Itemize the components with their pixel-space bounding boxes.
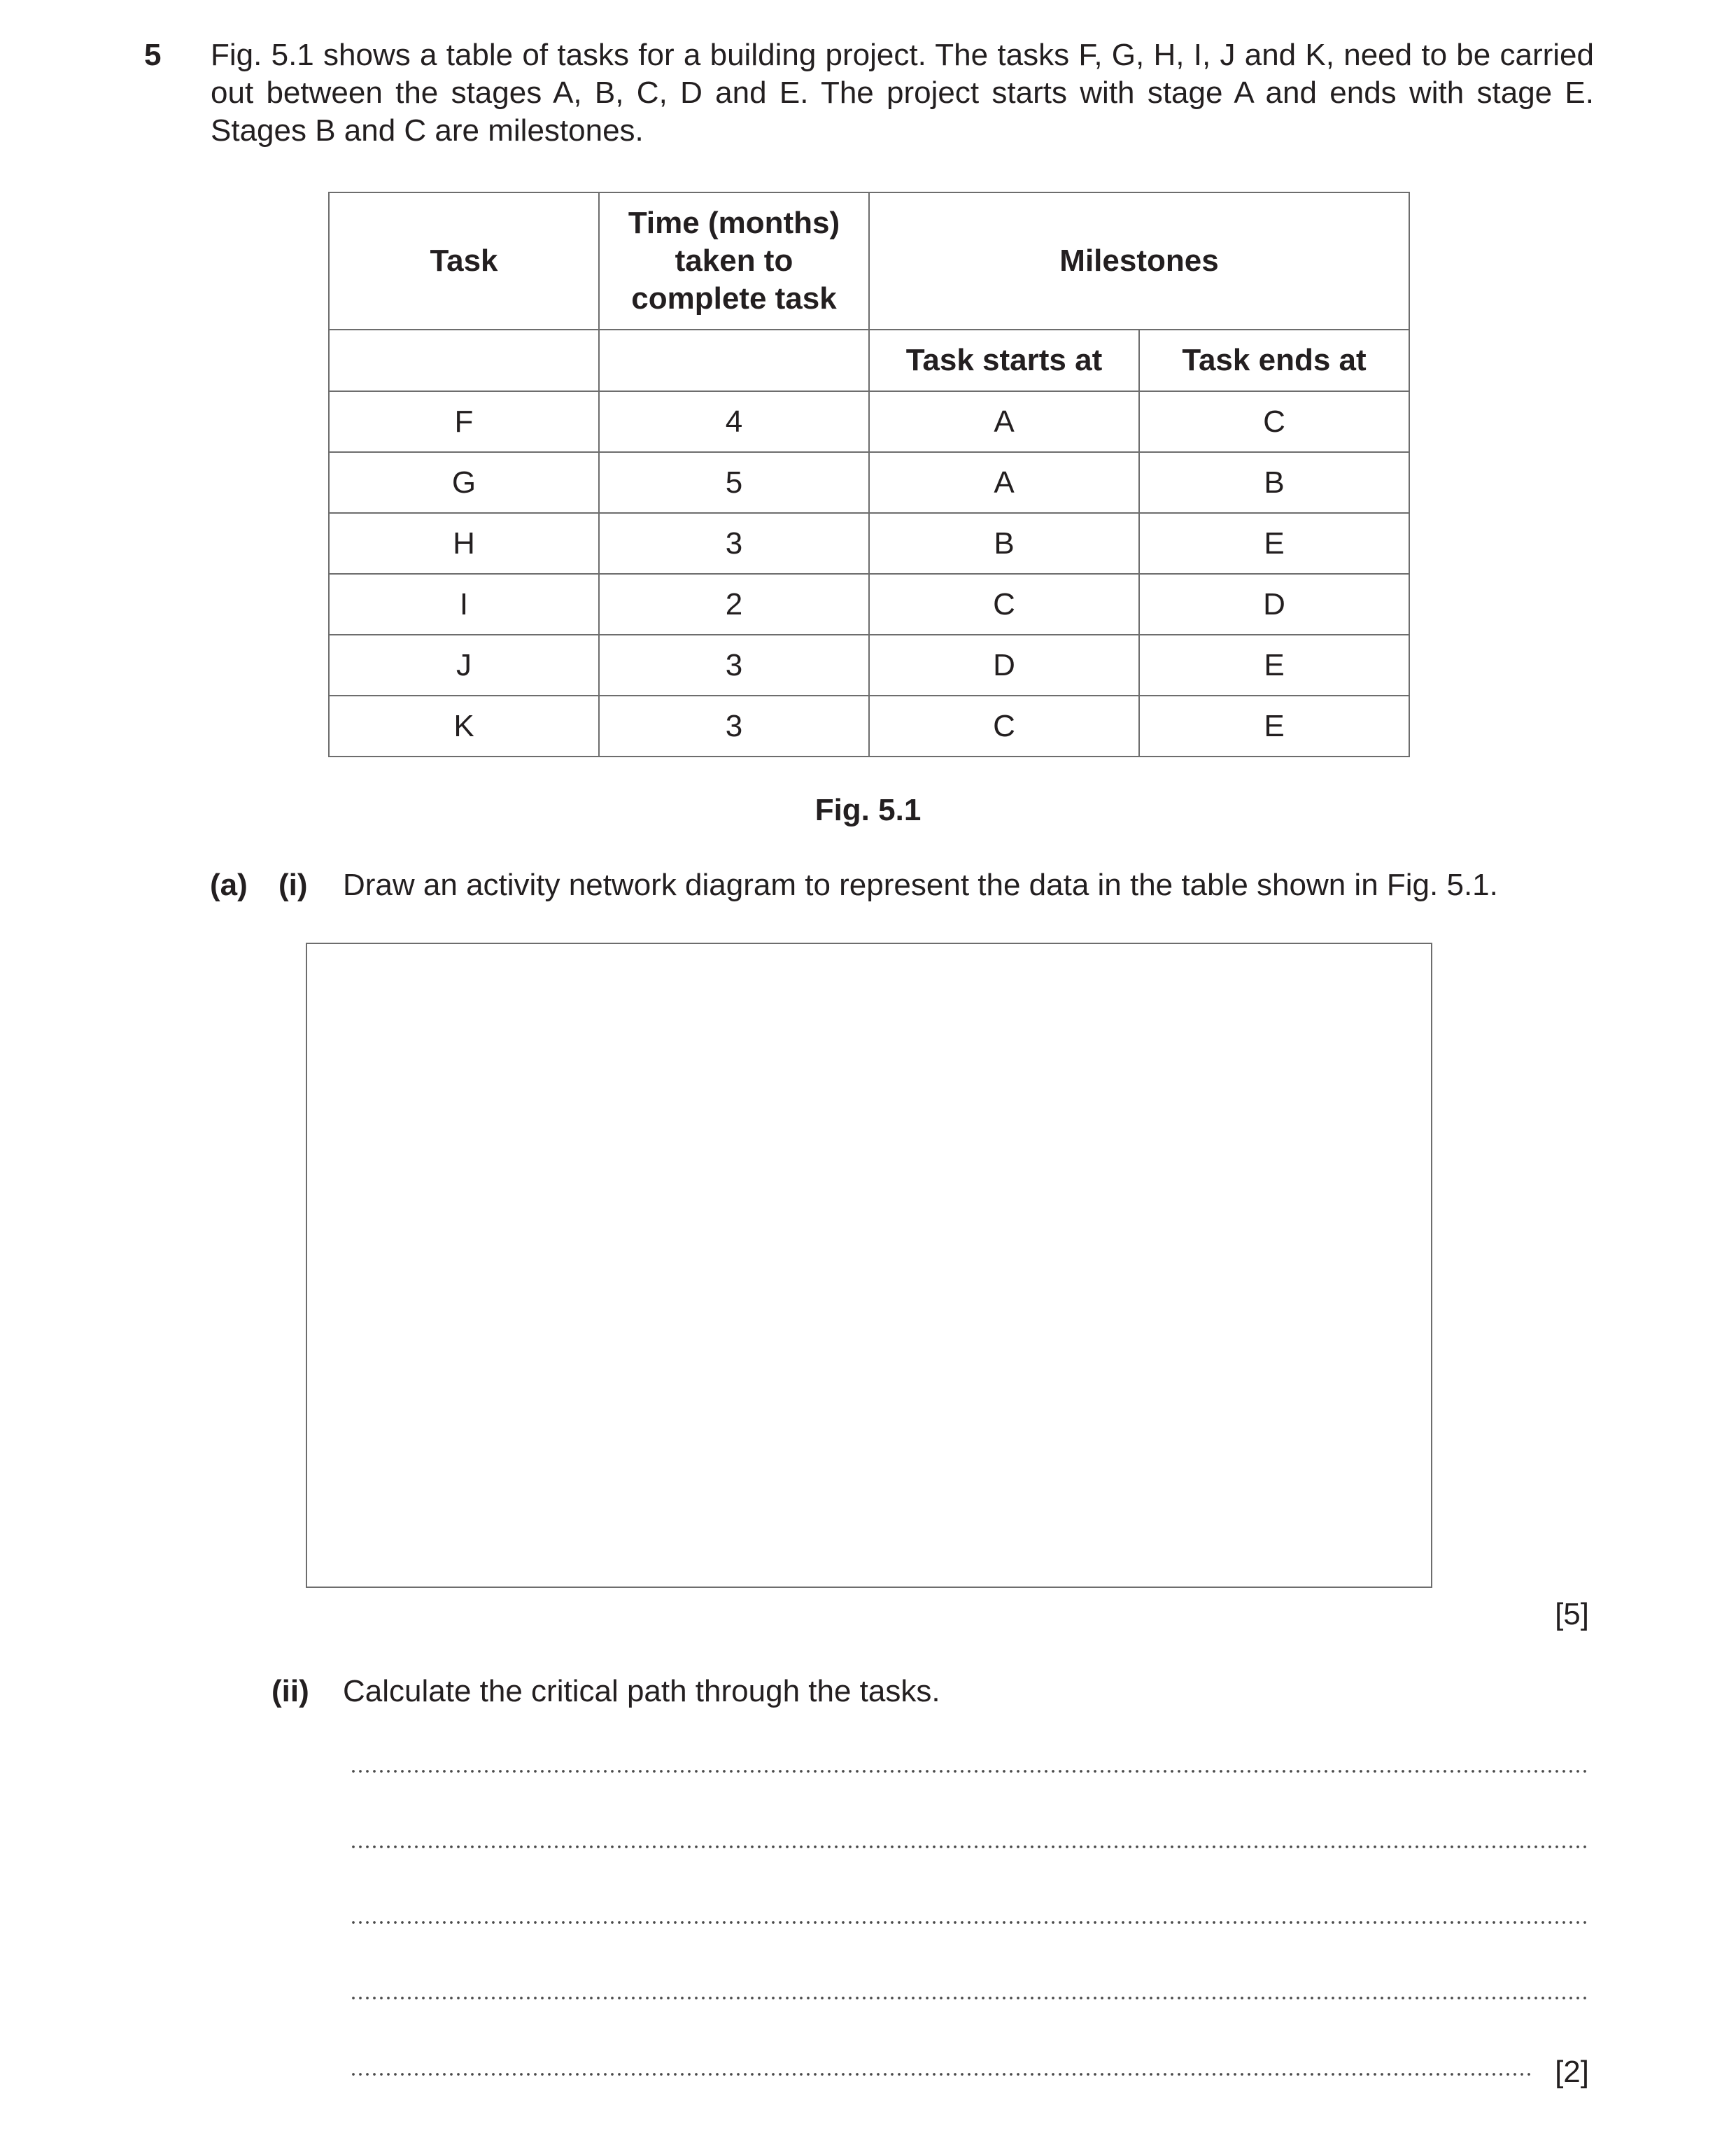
task-cell: F [329, 391, 599, 452]
subpart-label-ii: (ii) [271, 1674, 309, 1708]
header-task: Task [329, 192, 599, 330]
answer-line[interactable] [350, 2072, 1532, 2076]
start-cell: D [869, 635, 1139, 696]
start-cell: C [869, 696, 1139, 757]
task-cell: J [329, 635, 599, 696]
time-cell: 2 [599, 574, 869, 635]
task-cell: K [329, 696, 599, 757]
figure-caption: Fig. 5.1 [814, 793, 922, 827]
answer-line[interactable] [350, 1996, 1587, 2000]
answer-line[interactable] [350, 1920, 1587, 1925]
header-ends: Task ends at [1139, 330, 1409, 391]
end-cell: D [1139, 574, 1409, 635]
start-cell: A [869, 452, 1139, 513]
task-cell: H [329, 513, 599, 574]
marks-a-ii: [2] [1555, 2055, 1589, 2089]
time-cell: 3 [599, 696, 869, 757]
table-header-row [329, 192, 1409, 330]
time-cell: 3 [599, 513, 869, 574]
table-row [329, 391, 1409, 452]
subpart-label-i: (i) [278, 868, 308, 902]
end-cell: E [1139, 696, 1409, 757]
table-row [329, 452, 1409, 513]
end-cell: B [1139, 452, 1409, 513]
marks-a-i: [5] [1555, 1597, 1589, 1631]
table-subheader-row [329, 330, 1409, 391]
empty-cell [599, 330, 869, 391]
table-row [329, 635, 1409, 696]
time-cell: 3 [599, 635, 869, 696]
start-cell: A [869, 391, 1139, 452]
task-cell: I [329, 574, 599, 635]
end-cell: C [1139, 391, 1409, 452]
question-intro: Fig. 5.1 shows a table of tasks for a building project. The tasks F, G, H, I, J and K, need to be carried out between the stages A, B, C, D and E. The project starts with stage A and ends with stage E. Stages B and C are milestones. [211, 38, 1594, 148]
start-cell: C [869, 574, 1139, 635]
end-cell: E [1139, 635, 1409, 696]
table-row [329, 574, 1409, 635]
header-milestones: Milestones [869, 192, 1409, 330]
answer-line[interactable] [350, 1845, 1587, 1849]
diagram-answer-box[interactable] [306, 943, 1432, 1588]
end-cell: E [1139, 513, 1409, 574]
part-a-ii-question: Calculate the critical path through the tasks. [343, 1674, 940, 1708]
table-row [329, 696, 1409, 757]
task-cell: G [329, 452, 599, 513]
part-a-i-question: Draw an activity network diagram to represent the data in the table shown in Fig. 5.1. [343, 868, 1498, 902]
start-cell: B [869, 513, 1139, 574]
empty-cell [329, 330, 599, 391]
time-cell: 5 [599, 452, 869, 513]
answer-line[interactable] [350, 1769, 1587, 1773]
time-cell: 4 [599, 391, 869, 452]
header-time: Time (months) taken to complete task [599, 192, 869, 330]
question-number: 5 [144, 38, 162, 72]
part-label-a: (a) [210, 868, 248, 902]
header-starts: Task starts at [869, 330, 1139, 391]
task-table [328, 192, 1410, 757]
table-row [329, 513, 1409, 574]
